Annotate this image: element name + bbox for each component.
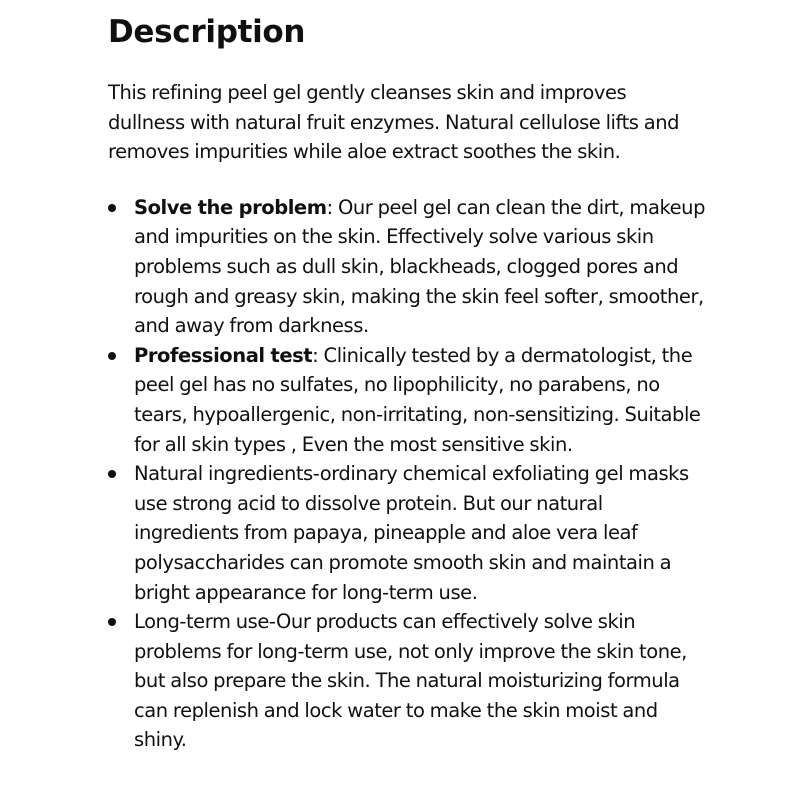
- bullet-item-natural-ingredients: [108, 459, 708, 607]
- section-title: Description: [108, 14, 306, 50]
- bullet-dot-icon: [108, 352, 116, 360]
- bullet-item-long-term-use: [108, 607, 708, 755]
- description-section: [108, 8, 708, 755]
- bullet-text: : Clinically tested by a dermatologist, the peel gel has no sulfates, no lipophilicity, no parabens, no tears, hypoallergenic, non-irritating, non-sensitizing. Suitable for all skin types , Even the most sensitive skin.: [134, 343, 701, 456]
- bullet-item-professional-test: [108, 341, 708, 459]
- bullet-dot-icon: [108, 204, 116, 212]
- bullet-item-solve-the-problem: [108, 193, 708, 341]
- bullet-text: : Our peel gel can clean the dirt, makeup and impurities on the skin. Effectively solve various skin problems such as dull skin, blackheads, clogged pores and rough and greasy skin, making the skin feel softer, smoother, and away from darkness.: [134, 195, 706, 338]
- bullet-dot-icon: [108, 470, 116, 478]
- bullet-lead: Professional test: [134, 343, 313, 367]
- bullet-text: Natural ingredients-ordinary chemical exfoliating gel masks use strong acid to dissolve protein. But our natural ingredients from papaya, pineapple and aloe vera leaf polysaccharides can promote smooth skin and maintain a bright appearance for long-term use.: [134, 462, 689, 604]
- intro-paragraph: This refining peel gel gently cleanses skin and improves dullness with natural fruit enzymes. Natural cellulose lifts and removes impurities while aloe extract soothes the skin.: [108, 81, 680, 164]
- bullet-text: Long-term use-Our products can effectively solve skin problems for long-term use, not only improve the skin tone, but also prepare the skin. The natural moisturizing formula can replenish and lock water to make the skin moist and shiny.: [134, 610, 687, 752]
- bullet-dot-icon: [108, 618, 116, 626]
- bullet-lead: Solve the problem: [134, 195, 327, 219]
- feature-bullet-list: [108, 193, 708, 755]
